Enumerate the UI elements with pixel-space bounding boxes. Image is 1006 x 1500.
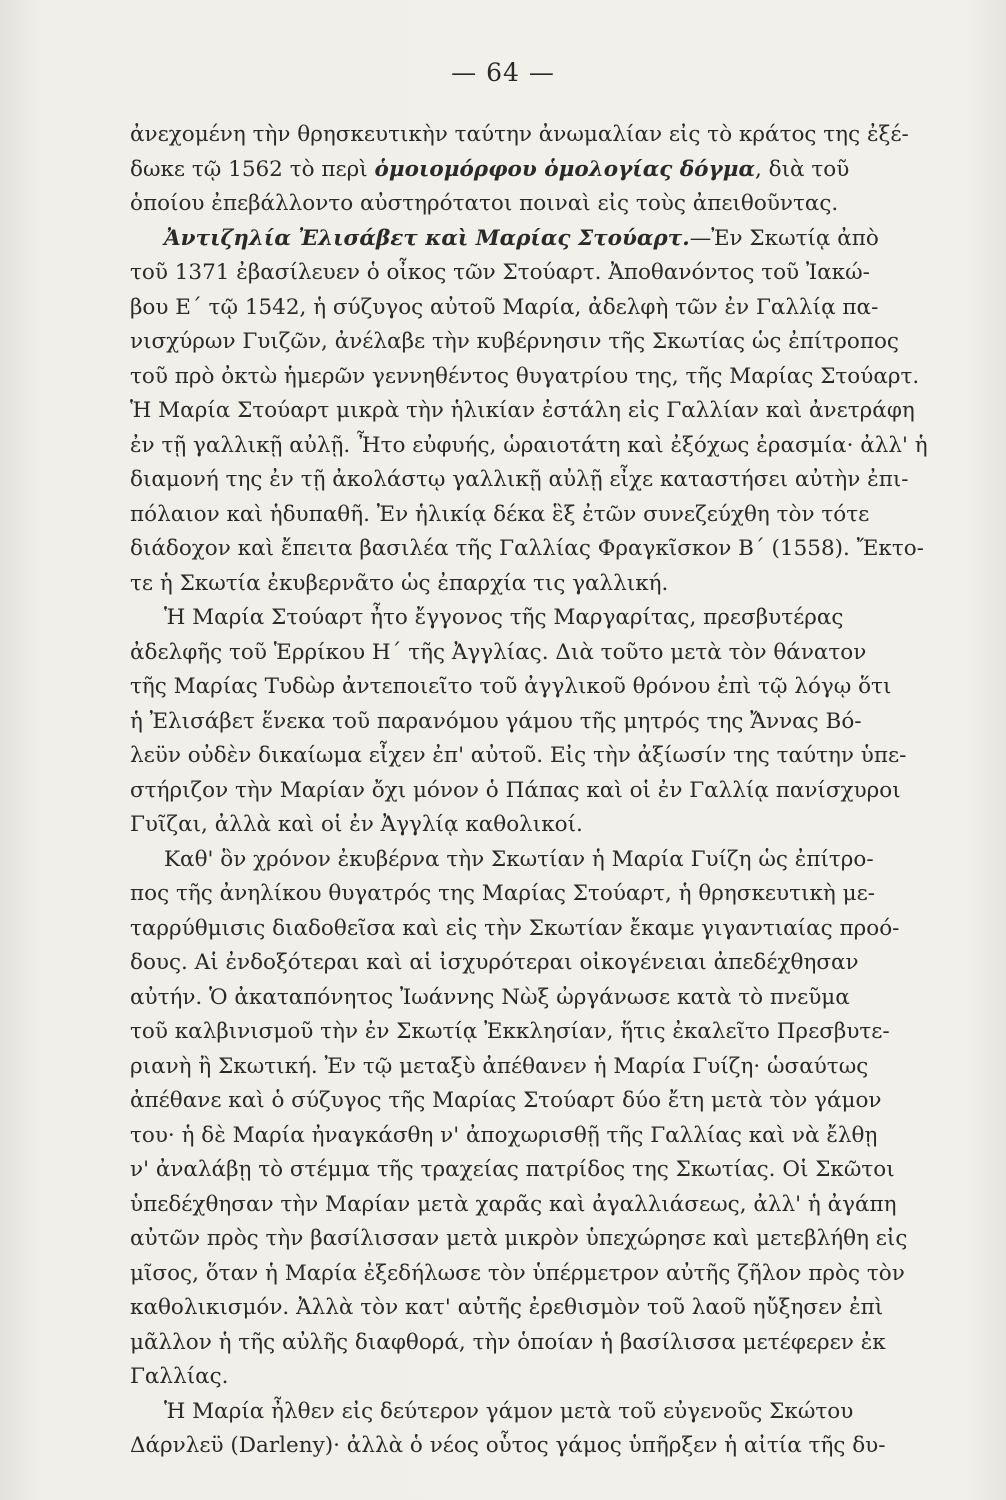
text-line [130, 808, 990, 843]
line-text: Ἡ Μαρία Στούαρτ μικρὰ τὴν ἡλικίαν ἐστάλη εἰς Γαλλίαν καὶ ἀνετράφη [130, 398, 915, 423]
text-line [130, 567, 990, 602]
line-text: πος τῆς ἀνηλίκου θυγατρός της Μαρίας Στούαρτ, ἡ θρησκευτικὴ με- [130, 881, 875, 906]
text-line [130, 429, 990, 464]
text-line [130, 118, 990, 153]
line-text: Γαλλίας. [130, 1364, 229, 1389]
line-text: του· ἡ δὲ Μαρία ἠναγκάσθη ν' ἀποχωρισθῇ τῆς Γαλλίας καὶ νὰ ἔλθῃ [130, 1122, 878, 1148]
line-text: καθολικισμόν. Ἀλλὰ τὸν κατ' αὐτῆς ἐρεθισμὸν τοῦ λαοῦ ηὔξησεν ἐπὶ [130, 1295, 884, 1320]
line-text: ν' ἀναλάβῃ τὸ στέμμα τῆς τραχείας πατρίδος της Σκωτίας. Οἱ Σκῶτοι [130, 1157, 895, 1182]
line-text: τοῦ 1371 ἐβασίλευεν ὁ οἶκος τῶν Στούαρτ. Ἀποθανόντος τοῦ Ἰακώ- [130, 260, 870, 285]
line-text: ἀδελφῆς τοῦ Ἑρρίκου Η΄ τῆς Ἀγγλίας. Διὰ τοῦτο μετὰ τὸν θάνατον [130, 639, 867, 665]
line-text: τε ἡ Σκωτία ἐκυβερνᾶτο ὡς ἐπαρχία τις γαλλική. [130, 570, 669, 596]
line-text: λεϋν οὐδὲν δικαίωμα εἶχεν ἐπ' αὐτοῦ. Εἰς τὴν ἀξίωσίν της ταύτην ὑπε- [130, 743, 907, 768]
text-line [130, 670, 990, 705]
text-line [130, 1153, 990, 1188]
text-line [130, 774, 990, 809]
line-text: ριανὴ ἢ Σκωτική. Ἐν τῷ μεταξὺ ἀπέθανεν ἡ Μαρία Γυίζη· ὡσαύτως [130, 1053, 869, 1079]
text-line [130, 153, 990, 188]
text-line [130, 498, 990, 533]
line-text: δωκε τῷ 1562 τὸ περὶ [130, 156, 375, 182]
line-text: Καθ' ὃν χρόνον ἐκυβέρνα τὴν Σκωτίαν ἡ Μαρία Γυίζη ὡς ἐπίτρο- [164, 846, 874, 872]
text-line [130, 291, 990, 326]
line-text: δους. Αἱ ἐνδοξότεραι καὶ αἱ ἰσχυρότεραι οἰκογένειαι ἀπεδέχθησαν [130, 950, 859, 975]
line-text: ἡ Ἐλισάβετ ἕνεκα τοῦ παρανόμου γάμου τῆς μητρός της Ἄννας Βό- [130, 708, 862, 734]
emphasized-text: ὁμοιομόρφου ὁμολογίας δόγμα [374, 156, 755, 182]
text-line [130, 222, 990, 257]
line-text: ὁποίου ἐπεβάλλοντο αὐστηρότατοι ποιναὶ εἰς τοὺς ἀπειθοῦντας. [130, 191, 839, 216]
text-line [130, 1015, 990, 1050]
line-text: , διὰ τοῦ [755, 156, 850, 182]
line-text: ἐν τῇ γαλλικῇ αὐλῇ. Ἦτο εὐφυής, ὡραιοτάτη καὶ ἐξόχως ἐρασμία· ἀλλ' ἡ [130, 432, 928, 458]
text-line [130, 912, 990, 947]
text-line [130, 946, 990, 981]
body-text [130, 118, 990, 1464]
text-line [130, 636, 990, 671]
line-text: ἀπέθανε καὶ ὁ σύζυγος τῆς Μαρίας Στούαρτ δύο ἔτη μετὰ τὸν γάμον [130, 1088, 882, 1113]
text-line [130, 877, 990, 912]
text-line [130, 1326, 990, 1361]
emphasized-text: Ἀντιζηλία Ἐλισάβετ καὶ Μαρίας Στούαρτ. [164, 225, 690, 251]
line-text: ὑπεδέχθησαν τὴν Μαρίαν μετὰ χαρᾶς καὶ ἀγαλλιάσεως, ἀλλ' ἡ ἀγάπη [130, 1191, 897, 1217]
line-text: πόλαιον καὶ ἡδυπαθῆ. Ἐν ἡλικίᾳ δέκα ἓξ ἐτῶν συνεζεύχθη τὸν τότε [130, 501, 870, 527]
line-text: αὐτῶν πρὸς τὴν βασίλισσαν μετὰ μικρὸν ὑπεχώρησε καὶ μετεβλήθη εἰς [130, 1226, 908, 1251]
line-text: ἀνεχομένη τὴν θρησκευτικὴν ταύτην ἀνωμαλίαν εἰς τὸ κράτος της ἐξέ- [130, 122, 909, 147]
text-line [130, 394, 990, 429]
line-text: αὐτήν. Ὁ ἀκαταπόνητος Ἰωάννης Νὼξ ὠργάνωσε κατὰ τὸ πνεῦμα [130, 984, 850, 1010]
text-line [130, 256, 990, 291]
text-line [130, 1360, 990, 1395]
text-line [130, 1188, 990, 1223]
line-text: μῖσος, ὅταν ἡ Μαρία ἐξεδήλωσε τὸν ὑπέρμετρον αὐτῆς ζῆλον πρὸς τὸν [130, 1260, 905, 1286]
line-text: Δάρνλεϋ (Darleny)· ἀλλὰ ὁ νέος οὗτος γάμος ὑπῆρξεν ἡ αἰτία τῆς δυ- [130, 1433, 886, 1458]
text-line [130, 981, 990, 1016]
line-text: βου Ε΄ τῷ 1542, ἡ σύζυγος αὐτοῦ Μαρία, ἀδελφὴ τῶν ἐν Γαλλίᾳ πα- [130, 294, 879, 320]
text-line [130, 360, 990, 395]
text-line [130, 739, 990, 774]
page-number: — 64 — [451, 58, 555, 87]
line-text: διαμονή της ἐν τῇ ἀκολάστῳ γαλλικῇ αὐλῇ εἶχε καταστήσει αὐτὴν ἐπι- [130, 467, 909, 492]
text-line [130, 532, 990, 567]
text-line [130, 325, 990, 360]
text-line [130, 1084, 990, 1119]
text-line [130, 1429, 990, 1464]
text-line [130, 1050, 990, 1085]
text-line [130, 1291, 990, 1326]
line-text: Γυῖζαι, ἀλλὰ καὶ οἱ ἐν Ἀγγλίᾳ καθολικοί. [130, 812, 583, 837]
text-line [130, 705, 990, 740]
text-line [130, 601, 990, 636]
text-line [130, 1119, 990, 1154]
line-text: στήριζον τὴν Μαρίαν ὄχι μόνον ὁ Πάπας καὶ οἱ ἐν Γαλλίᾳ πανίσχυροι [130, 777, 901, 803]
line-text: διάδοχον καὶ ἔπειτα βασιλέα τῆς Γαλλίας Φραγκῖσκον Β΄ (1558). Ἔκτο- [130, 536, 924, 561]
text-line [130, 1395, 990, 1430]
line-text: τοῦ καλβινισμοῦ τὴν ἐν Σκωτίᾳ Ἐκκλησίαν, ἥτις ἐκαλεῖτο Πρεσβυτε- [130, 1019, 890, 1044]
text-line [130, 463, 990, 498]
text-line [130, 1222, 990, 1257]
line-text: —Ἐν Σκωτίᾳ ἀπὸ [689, 225, 879, 251]
line-text: μᾶλλον ἡ τῆς αὐλῆς διαφθορά, τὴν ὁποίαν ἡ βασίλισσα μετέφερεν ἐκ [130, 1329, 886, 1355]
text-line [130, 1257, 990, 1292]
line-text: νισχύρων Γυιζῶν, ἀνέλαβε τὴν κυβέρνησιν τῆς Σκωτίας ὡς ἐπίτροπος [130, 329, 899, 354]
line-text: τῆς Μαρίας Τυδὼρ ἀντεποιεῖτο τοῦ ἀγγλικοῦ θρόνου ἐπὶ τῷ λόγῳ ὅτι [130, 674, 892, 699]
text-line [130, 843, 990, 878]
line-text: Ἡ Μαρία Στούαρτ ἦτο ἔγγονος τῆς Μαργαρίτας, πρεσβυτέρας [164, 605, 844, 630]
text-line [130, 187, 990, 222]
line-text: Ἡ Μαρία ἦλθεν εἰς δεύτερον γάμον μετὰ τοῦ εὐγενοῦς Σκώτου [164, 1398, 854, 1424]
line-text: τοῦ πρὸ ὀκτὼ ἡμερῶν γεννηθέντος θυγατρίου της, τῆς Μαρίας Στούαρτ. [130, 363, 920, 389]
line-text: ταρρύθμισις διαδοθεῖσα καὶ εἰς τὴν Σκωτίαν ἔκαμε γιγαντιαίας προό- [130, 915, 900, 941]
